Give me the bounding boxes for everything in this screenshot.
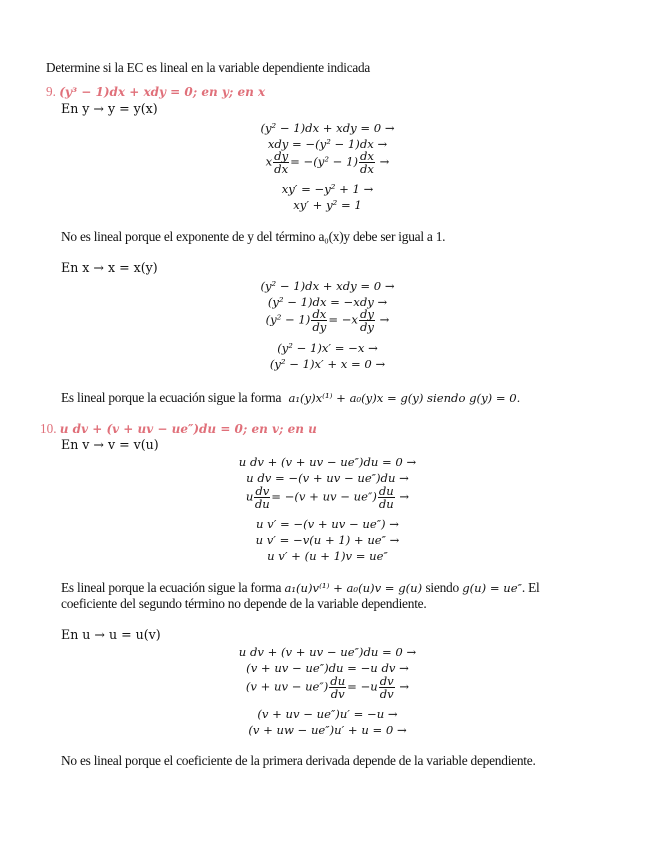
equation-step: u dv + (v + uv − ue″)du = 0 → [238, 455, 417, 469]
problem-statement: u dv + (v + uv − ue″)du = 0; en v; en u [59, 422, 317, 436]
equation-step: (v + uv − ue″)du = −u dv → [246, 661, 409, 675]
fraction: $\frac{dy}{dx}$ [274, 149, 289, 176]
conclusion-line-2: coeficiente del segundo término no depende de la variable dependiente. [61, 596, 427, 611]
case-label: En y → y = y(x) [61, 101, 158, 116]
equation-step-fraction: u $\frac{dv}{du}$ = −(v + uv − ue″) $\frac{du}{du}$ → [245, 484, 410, 511]
case-label: En u → u = u(v) [61, 627, 161, 642]
conclusion: Es lineal porque la ecuación sigue la forma a₁(y)x⁽¹⁾ + a₀(y)x = g(y) siendo g(y) = 0. [61, 390, 521, 405]
equation-step: u dv + (v + uv − ue″)du = 0 → [238, 645, 417, 659]
fraction: $\frac{dx}{dy}$ [312, 307, 327, 334]
fraction: $\frac{dv}{du}$ [254, 484, 270, 511]
equation-step: u dv = −(v + uv − ue″)du → [246, 471, 409, 485]
equation-step-fraction: x $\frac{dy}{dx}$ = −(y² − 1) $\frac{dx}{dx}$ → [265, 149, 390, 176]
problem-statement: (y³ − 1)dx + xdy = 0; en y; en x [59, 85, 266, 99]
case-label: En x → x = x(y) [61, 260, 158, 275]
equation-step: xy′ + y² = 1 [293, 198, 362, 212]
problem-9-header [46, 84, 265, 100]
equation-step: u v′ + (u + 1)v = ue″ [267, 549, 388, 563]
conclusion: No es lineal porque el coeficiente de la primera derivada depende de la variable dependiente. [61, 753, 536, 768]
equation-step: (y² − 1)dx + xdy = 0 → [260, 279, 395, 293]
conclusion: Es lineal porque la ecuación sigue la forma a₁(u)v⁽¹⁾ + a₀(u)v = g(u) siendo g(u) = ue″. El [61, 580, 540, 595]
fraction: $\frac{du}{dv}$ [330, 674, 346, 701]
equation-step: (v + uv − ue″)u′ = −u → [257, 707, 398, 721]
equation-step-fraction: (v + uv − ue″) $\frac{du}{dv}$ = −u $\frac{dv}{dv}$ → [245, 674, 410, 701]
problem-number: 10. [40, 421, 57, 436]
equation-step-fraction: (y² − 1) $\frac{dx}{dy}$ = −x $\frac{dy}{dy}$ → [265, 307, 390, 334]
equation-step: (y² − 1)dx + xdy = 0 → [260, 121, 395, 135]
fraction: $\frac{dv}{dv}$ [379, 674, 394, 701]
fraction: $\frac{dy}{dy}$ [359, 307, 374, 334]
problem-10-header [40, 421, 317, 437]
equation-step: (y² − 1)x′ + x = 0 → [269, 357, 386, 371]
page-heading: Determine si la EC es lineal en la variable dependiente indicada [46, 60, 371, 75]
conclusion: No es lineal porque el exponente de y del término a₀(x)y debe ser igual a 1. [61, 229, 446, 244]
fraction: $\frac{du}{du}$ [378, 484, 394, 511]
equation-step: u v′ = −v(u + 1) + ue″ → [255, 533, 400, 547]
equation-step: (v + uw − ue″)u′ + u = 0 → [248, 723, 407, 737]
equation-step: (y² − 1)dx = −xdy → [267, 295, 388, 309]
fraction: $\frac{dx}{dx}$ [359, 149, 374, 176]
equation-step: xy′ = −y² + 1 → [281, 182, 374, 196]
case-label: En v → v = v(u) [61, 437, 159, 452]
problem-number: 9. [46, 84, 56, 99]
equation-step: (y² − 1)x′ = −x → [277, 341, 378, 355]
equation-step: u v′ = −(v + uv − ue″) → [256, 517, 399, 531]
equation-step: xdy = −(y² − 1)dx → [267, 137, 388, 151]
